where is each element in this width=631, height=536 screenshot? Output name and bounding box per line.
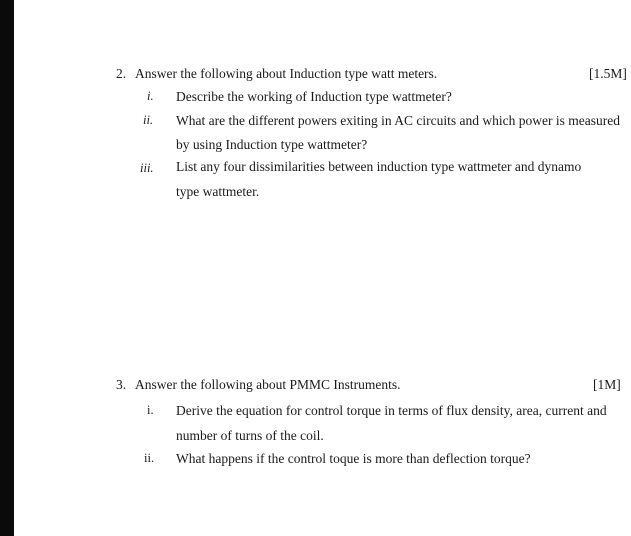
question-marks: [1M] <box>593 377 621 392</box>
part-text-line: List any four dissimilarities between induction type wattmeter and dynamo <box>176 159 582 174</box>
question-heading: Answer the following about Induction type watt meters. <box>135 66 438 81</box>
part-text-line: by using Induction type wattmeter? <box>176 137 368 152</box>
part-text-line: type wattmeter. <box>176 184 260 199</box>
question-number: 2. <box>116 66 127 81</box>
part-text-line: number of turns of the coil. <box>176 428 324 443</box>
part-marker: iii. <box>140 161 154 175</box>
question-marks: [1.5M] <box>589 66 627 81</box>
part-text-line: Describe the working of Induction type wattmeter? <box>176 89 452 104</box>
page-left-border <box>0 0 14 536</box>
part-text-line: What are the different powers exiting in AC circuits and which power is measured <box>176 113 620 128</box>
question-number: 3. <box>116 377 127 392</box>
part-text-line: What happens if the control toque is more than deflection torque? <box>176 451 531 466</box>
part-marker: ii. <box>143 113 154 127</box>
part-marker: ii. <box>144 451 155 465</box>
question-heading: Answer the following about PMMC Instruments. <box>135 377 401 392</box>
part-marker: i. <box>147 403 154 417</box>
part-text-line: Derive the equation for control torque in terms of flux density, area, current and <box>176 403 607 418</box>
part-marker: i. <box>147 89 154 103</box>
